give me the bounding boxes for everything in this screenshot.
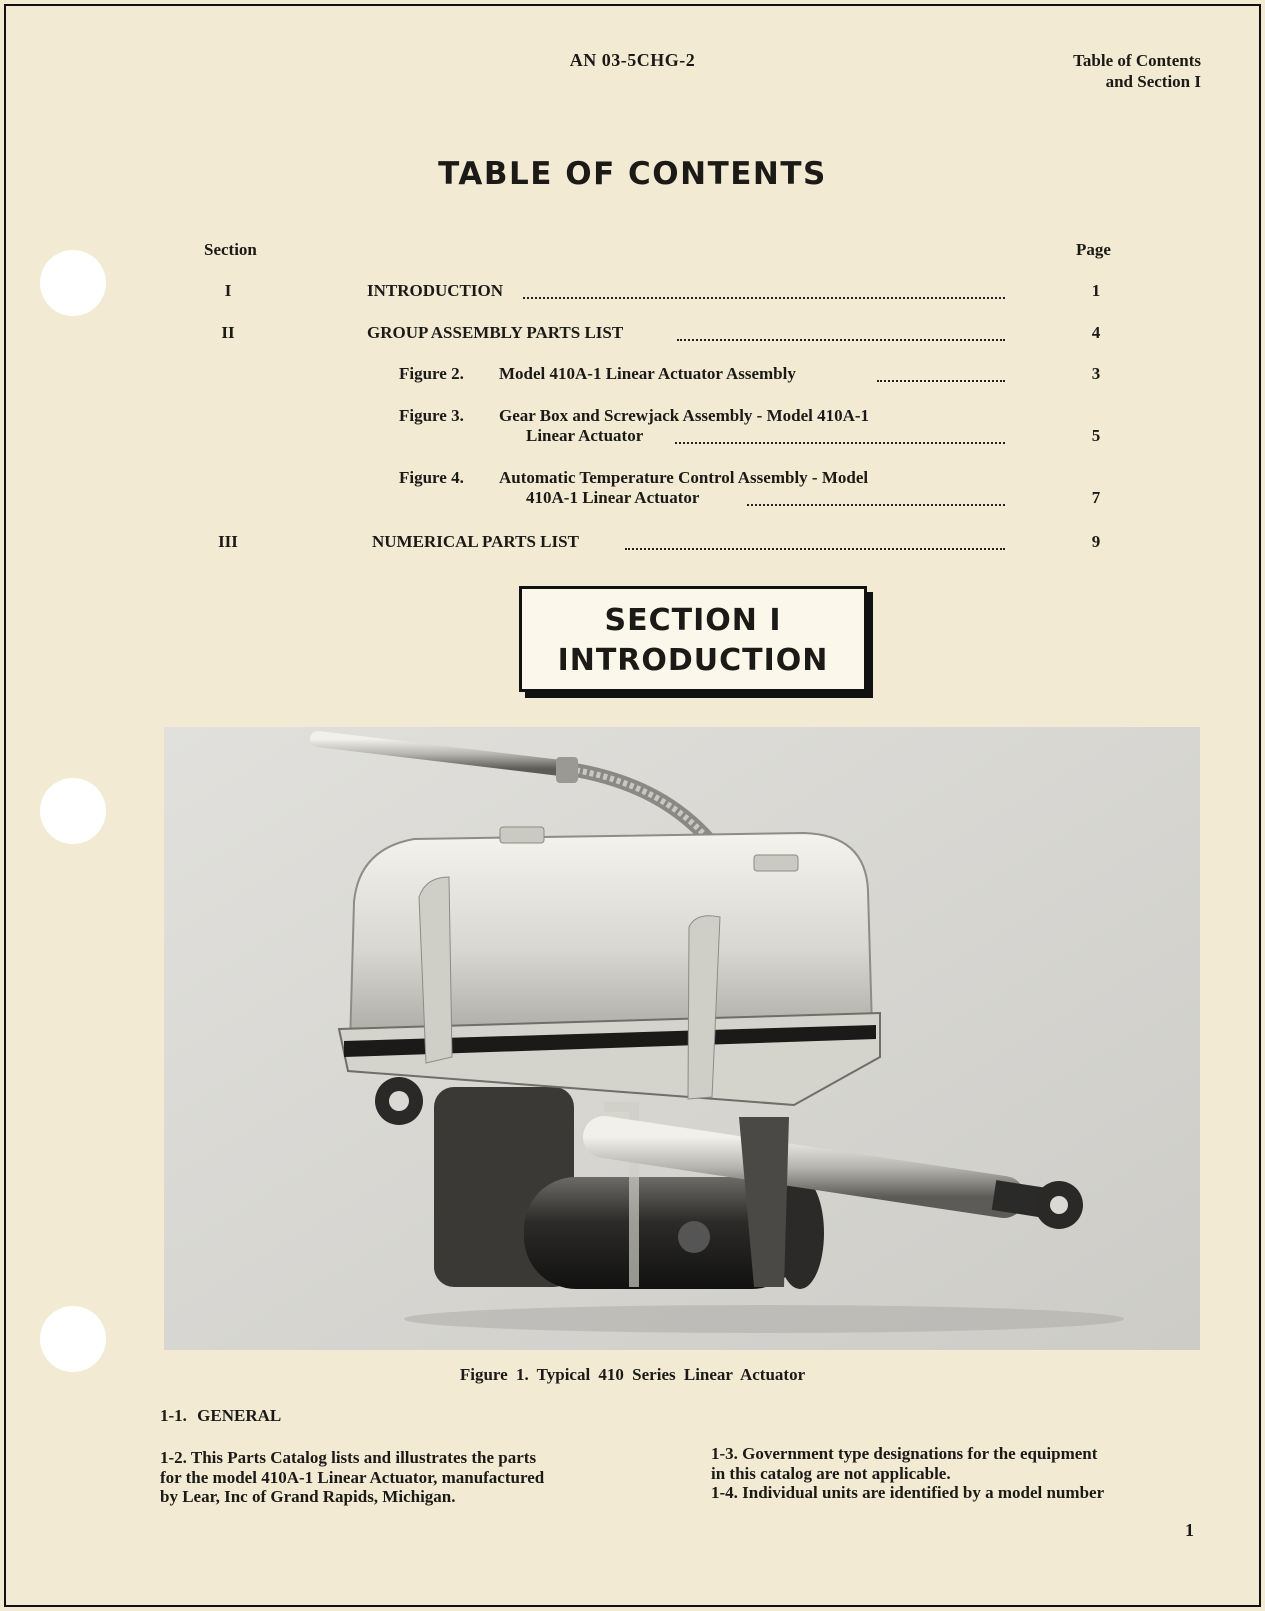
toc-page-number: 4 xyxy=(1091,323,1101,342)
toc-leader-dots xyxy=(877,380,1005,382)
text-line: 1-4. Individual units are identified by a model number xyxy=(711,1483,1105,1502)
toc-entry-title: Model 410A-1 Linear Actuator Assembly xyxy=(499,364,796,383)
toc-page-number: 7 xyxy=(1091,488,1101,507)
toc-section-column-header: Section xyxy=(204,240,257,259)
figure-1-caption: Figure 1. Typical 410 Series Linear Actuator xyxy=(459,1365,806,1384)
paragraph-1-3-1-4 xyxy=(711,1444,1211,1503)
binder-hole-middle xyxy=(40,778,106,844)
section-heading-line-2: INTRODUCTION xyxy=(557,643,829,678)
toc-section-number: II xyxy=(221,323,235,342)
toc-leader-dots xyxy=(677,339,1005,341)
toc-title: TABLE OF CONTENTS xyxy=(438,156,827,192)
paragraph-heading-general: 1-1. GENERAL xyxy=(160,1406,282,1425)
toc-figure-label: Figure 2. xyxy=(399,364,464,383)
text-line: 1-2. This Parts Catalog lists and illustrates the parts xyxy=(160,1448,537,1467)
toc-entry-title: INTRODUCTION xyxy=(367,281,504,300)
toc-leader-dots xyxy=(625,548,1005,550)
toc-entry-title-line-1: Gear Box and Screwjack Assembly - Model 410A-1 xyxy=(499,406,870,425)
header-line-1: Table of Contents xyxy=(1073,51,1201,70)
toc-entry-title-line-2: 410A-1 Linear Actuator xyxy=(526,488,700,507)
binder-hole-top xyxy=(40,250,106,316)
toc-page-number: 3 xyxy=(1091,364,1101,383)
page-number: 1 xyxy=(1185,1520,1194,1540)
header-line-2: and Section I xyxy=(1105,72,1201,91)
toc-page-number: 5 xyxy=(1091,426,1101,445)
section-heading-line-1: SECTION I xyxy=(604,603,782,638)
toc-figure-label: Figure 4. xyxy=(399,468,464,487)
toc-figure-entry xyxy=(399,468,868,508)
toc-entry-title-line-2: Linear Actuator xyxy=(526,426,644,445)
paragraph-1-2 xyxy=(160,1448,660,1507)
toc-section-number: III xyxy=(218,532,238,551)
toc-entry-title: GROUP ASSEMBLY PARTS LIST xyxy=(367,323,624,342)
toc-section-number: I xyxy=(224,281,232,300)
toc-leader-dots xyxy=(747,504,1005,506)
toc-page-column-header: Page xyxy=(1076,240,1111,259)
text-line: for the model 410A-1 Linear Actuator, manufactured xyxy=(160,1467,545,1487)
toc-page-number: 1 xyxy=(1091,281,1101,300)
binder-hole-bottom xyxy=(40,1306,106,1372)
toc-figure-entry xyxy=(399,406,869,446)
text-line: 1-3. Government type designations for the equipment xyxy=(711,1444,1098,1463)
text-line: in this catalog are not applicable. xyxy=(711,1463,951,1483)
document-number: AN 03-5CHG-2 xyxy=(569,50,696,70)
header-section-ref xyxy=(1073,50,1201,92)
toc-leader-dots xyxy=(675,442,1005,444)
text-line: by Lear, Inc of Grand Rapids, Michigan. xyxy=(160,1487,456,1506)
toc-page-number: 9 xyxy=(1091,532,1101,551)
section-heading-box xyxy=(519,586,867,692)
toc-leader-dots xyxy=(523,297,1005,299)
toc-entry-title: NUMERICAL PARTS LIST xyxy=(372,532,579,551)
toc-figure-label: Figure 3. xyxy=(399,406,464,425)
toc-entry-title-line-1: Automatic Temperature Control Assembly - Model xyxy=(499,468,869,487)
toc-figure-entry xyxy=(399,364,796,384)
linear-actuator-illustration xyxy=(164,727,1200,1350)
figure-1-photo xyxy=(164,727,1200,1350)
